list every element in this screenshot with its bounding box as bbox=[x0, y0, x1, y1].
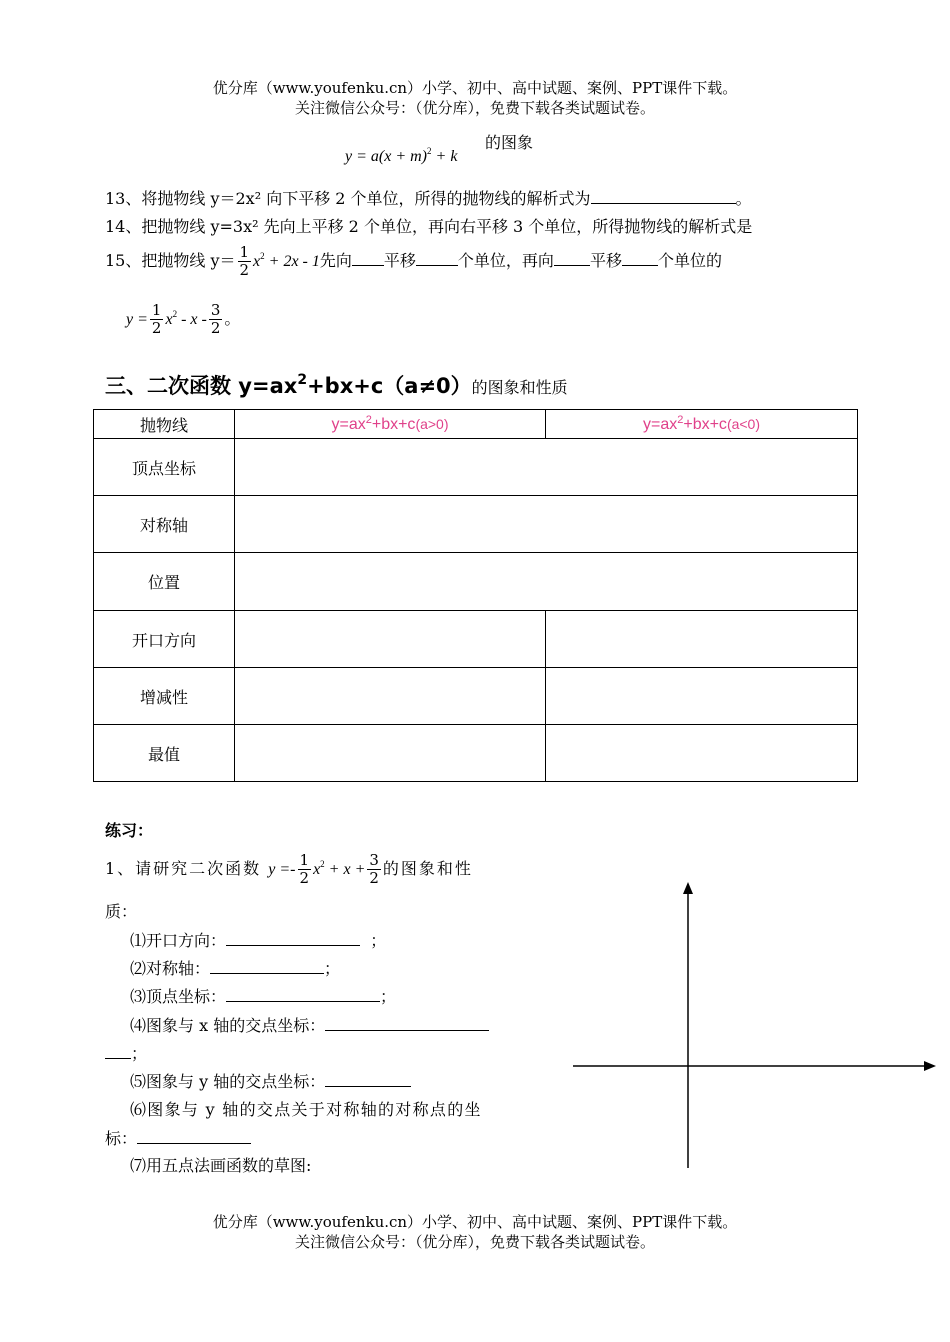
answer-blank-p2[interactable] bbox=[210, 958, 324, 974]
practice-item-4-cont: ； bbox=[105, 1043, 147, 1064]
practice-item-6-cont: 标： bbox=[105, 1128, 251, 1149]
footer-line-1: 优分库（www.youfenku.cn）小学、初中、高中试题、案例、PPT课件下载。 bbox=[212, 1213, 738, 1231]
cell-monotonicity-pos[interactable] bbox=[235, 668, 546, 725]
cell-opening-neg[interactable] bbox=[546, 611, 858, 668]
table-row bbox=[94, 725, 858, 782]
practice-item-7: ⑺用五点法画函数的草图: bbox=[130, 1156, 312, 1175]
answer-blank-p3[interactable] bbox=[226, 986, 380, 1002]
cell-extremum-neg[interactable] bbox=[546, 725, 858, 782]
section-3-heading: 三、二次函数 $y=ax^2+bx+c(a\ne 0)$的图象和性质 bbox=[105, 372, 568, 398]
table-row bbox=[94, 439, 858, 496]
practice-item-6: ⑹图象与 y 轴的交点关于对称轴的对称点的坐 bbox=[130, 1100, 482, 1119]
table-header-label: 抛物线 bbox=[94, 410, 235, 439]
answer-blank-p4b[interactable] bbox=[105, 1043, 131, 1059]
cell-vertex[interactable] bbox=[235, 439, 858, 496]
answer-blank-p1[interactable] bbox=[226, 930, 360, 946]
question-15: 15、把抛物线 y＝ $\frac{1}{2}$ $x^2 + 2x - 1$先向 平移 个单位，再向 平移 个单位的 bbox=[105, 243, 722, 279]
properties-table bbox=[93, 409, 858, 782]
practice-item-5: ⑸图象与 y 轴的交点坐标： bbox=[130, 1071, 411, 1092]
question-14: 14、把抛物线 y=3x² 先向上平移 2 个单位，再向右平移 3 个单位，所得抛物线的解析式是 bbox=[105, 217, 753, 236]
practice-item-1: ⑴开口方向： ； bbox=[130, 931, 387, 950]
header-line-1: 优分库（www.youfenku.cn）小学、初中、高中试题、案例、PPT课件下载。 bbox=[212, 79, 738, 97]
row-label-axis: 对称轴 bbox=[94, 496, 235, 553]
cell-position[interactable] bbox=[235, 553, 858, 611]
answer-blank-p6[interactable] bbox=[137, 1128, 251, 1144]
practice-item-3: ⑶顶点坐标： ； bbox=[130, 987, 397, 1006]
table-row bbox=[94, 611, 858, 668]
table-header-row bbox=[94, 410, 858, 439]
row-label-position: 位置 bbox=[94, 553, 235, 611]
y-axis-arrow-icon bbox=[683, 882, 693, 894]
answer-blank-15b[interactable] bbox=[416, 250, 458, 266]
row-label-opening: 开口方向 bbox=[94, 611, 235, 668]
vertex-form-caption: 的图象 bbox=[485, 133, 534, 152]
practice-question-1-cont: 质： bbox=[105, 902, 138, 921]
question-13: 13、将抛物线 y＝2x² 向下平移 2 个单位，所得的抛物线的解析式为 。 bbox=[105, 189, 752, 208]
vertex-form-formula: $y = a(x + m)^2 + k$ bbox=[345, 146, 458, 165]
table-row bbox=[94, 668, 858, 725]
x-axis-arrow-icon bbox=[924, 1061, 936, 1071]
row-label-vertex: 顶点坐标 bbox=[94, 439, 235, 496]
row-label-monotonicity: 增减性 bbox=[94, 668, 235, 725]
question-15-result: y = $\frac{1}{2}$ $x^2$ - x - $\frac{3}{2}$ 。 bbox=[126, 301, 241, 337]
footer-line-2: 关注微信公众号：（优分库），免费下载各类试题试卷。 bbox=[294, 1233, 655, 1251]
table-row bbox=[94, 496, 858, 553]
table-header-a-negative: $y=ax^2+bx+c(a<0)$ bbox=[546, 410, 858, 439]
coordinate-axes[interactable] bbox=[570, 878, 940, 1170]
header-line-2: 关注微信公众号：（优分库），免费下载各类试题试卷。 bbox=[294, 99, 655, 117]
table-row bbox=[94, 553, 858, 611]
answer-blank-15c[interactable] bbox=[554, 250, 590, 266]
practice-question-1: 1、请研究二次函数 y =- $\frac{1}{2}$ $x^2 + x$ + $\frac{3}{2}$ 的图象和性 bbox=[105, 851, 473, 887]
answer-blank-13[interactable] bbox=[591, 188, 736, 204]
answer-blank-15d[interactable] bbox=[622, 250, 658, 266]
cell-axis[interactable] bbox=[235, 496, 858, 553]
row-label-extremum: 最值 bbox=[94, 725, 235, 782]
practice-title: 练习： bbox=[105, 821, 154, 840]
answer-blank-15a[interactable] bbox=[352, 250, 384, 266]
practice-item-4: ⑷图象与 x 轴的交点坐标： bbox=[130, 1015, 489, 1036]
answer-blank-p5[interactable] bbox=[325, 1071, 411, 1087]
table-header-a-positive: $y=ax^2+bx+c(a>0)$ bbox=[235, 410, 546, 439]
practice-item-2: ⑵对称轴： ； bbox=[130, 959, 341, 978]
answer-blank-p4[interactable] bbox=[325, 1015, 489, 1031]
cell-extremum-pos[interactable] bbox=[235, 725, 546, 782]
cell-monotonicity-neg[interactable] bbox=[546, 668, 858, 725]
cell-opening-pos[interactable] bbox=[235, 611, 546, 668]
